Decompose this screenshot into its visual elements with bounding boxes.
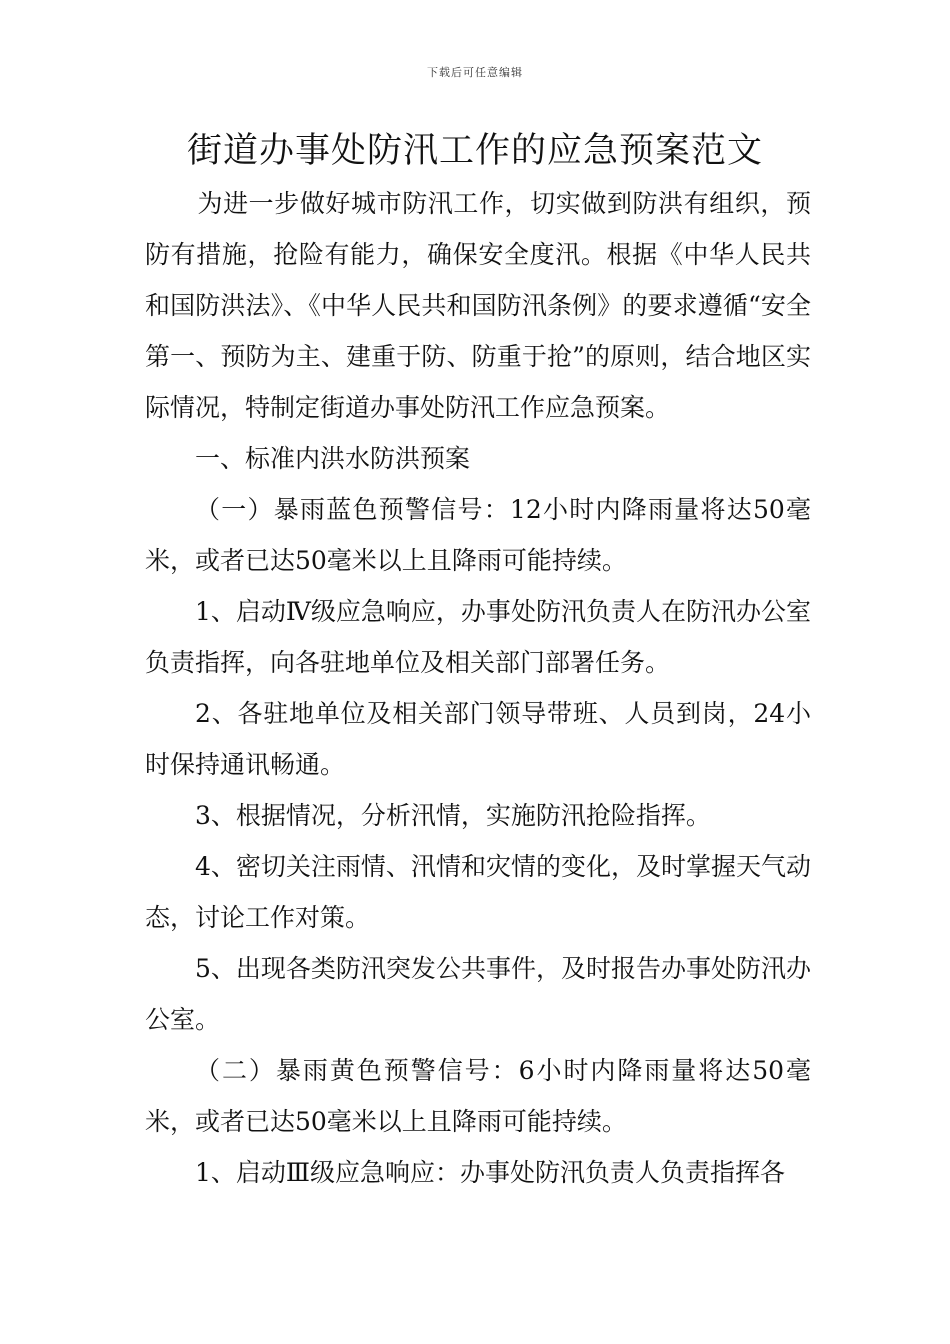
section-heading-1: 一、标准内洪水防洪预案 xyxy=(195,444,471,473)
paragraph-intro: 为进一步做好城市防汛工作，切实做到防洪有组织，预防有措施，抢险有能力，确保安全度汛。根据《中华人民共和国防洪法》、《中华人民共和国防汛条例》的要求遵循“安全第一、预防为主、建重于防、防重于抢”的原则，结合地区实际情况，特制定街道办事处防汛工作应急预案。 xyxy=(145,189,811,422)
document-body xyxy=(145,178,811,1198)
paragraph-item-1: 1、启动Ⅳ级应急响应，办事处防汛负责人在防汛办公室负责指挥，向各驻地单位及相关部门部署任务。 xyxy=(145,597,811,677)
paragraph-item-4: 4、密切关注雨情、汛情和灾情的变化，及时掌握天气动态，讨论工作对策。 xyxy=(145,852,811,932)
paragraph-item-5: 5、出现各类防汛突发公共事件，及时报告办事处防汛办公室。 xyxy=(145,954,811,1034)
paragraph-yellow-warning: （二）暴雨黄色预警信号：6小时内降雨量将达50毫米，或者已达50毫米以上且降雨可能持续。 xyxy=(145,1056,811,1136)
header-note: 下载后可任意编辑 xyxy=(427,66,523,79)
paragraph-item-2: 2、各驻地单位及相关部门领导带班、人员到岗，24小时保持通讯畅通。 xyxy=(145,699,811,779)
paragraph-blue-warning: （一）暴雨蓝色预警信号：12小时内降雨量将达50毫米，或者已达50毫米以上且降雨可能持续。 xyxy=(145,495,811,575)
paragraph-item-1b: 1、启动Ⅲ级应急响应：办事处防汛负责人负责指挥各 xyxy=(195,1158,786,1187)
document-title: 街道办事处防汛工作的应急预案范文 xyxy=(186,131,763,171)
paragraph-item-3: 3、根据情况，分析汛情，实施防汛抢险指挥。 xyxy=(195,801,711,830)
